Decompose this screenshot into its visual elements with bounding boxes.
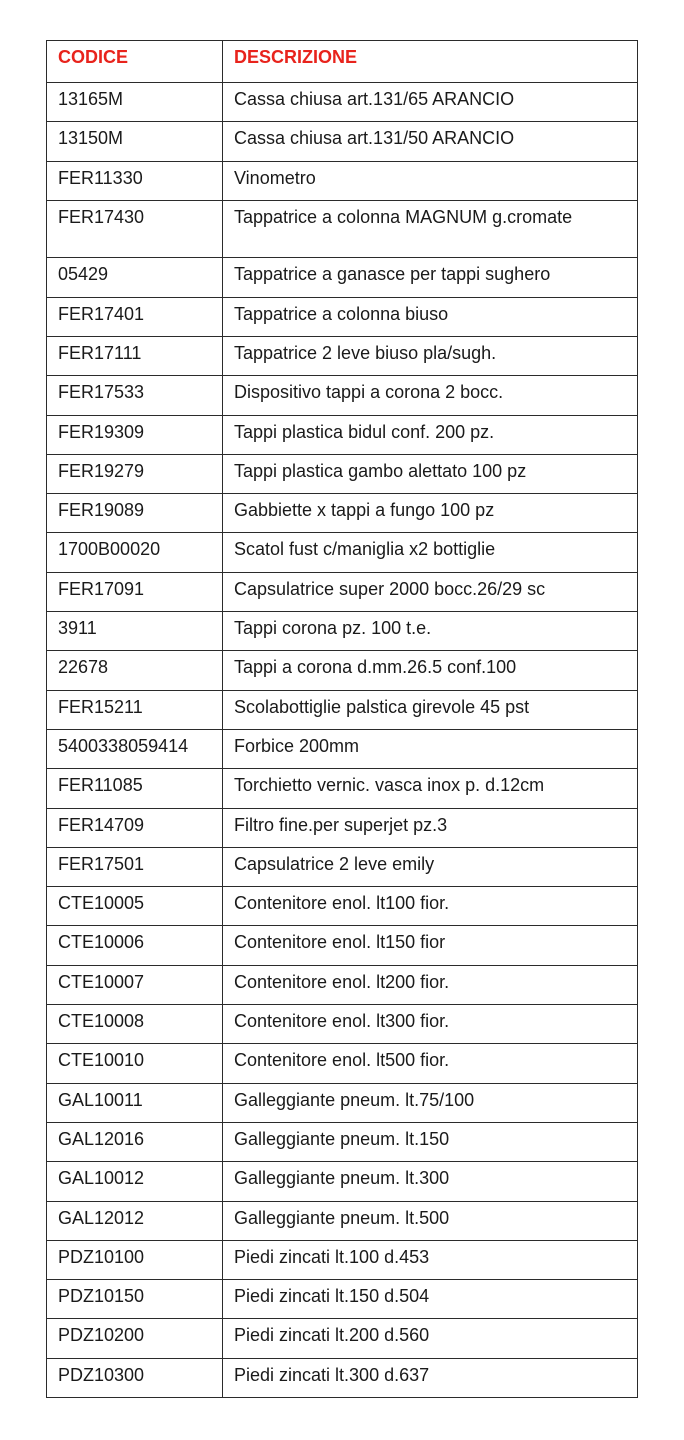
cell-description: Tappi a corona d.mm.26.5 conf.100	[223, 651, 638, 690]
cell-code: CTE10005	[47, 887, 223, 926]
table-row	[47, 122, 638, 161]
cell-code: FER15211	[47, 690, 223, 729]
cell-code: FER19309	[47, 415, 223, 454]
cell-code: FER17111	[47, 336, 223, 375]
cell-code: FER19279	[47, 454, 223, 493]
cell-description: Tappatrice a ganasce per tappi sughero	[223, 258, 638, 297]
cell-code: FER17533	[47, 376, 223, 415]
cell-code: PDZ10200	[47, 1319, 223, 1358]
cell-description: Capsulatrice 2 leve emily	[223, 847, 638, 886]
table-row	[47, 1162, 638, 1201]
table-row	[47, 1240, 638, 1279]
cell-code: 13165M	[47, 83, 223, 122]
table-header-row	[47, 41, 638, 83]
cell-description: Contenitore enol. lt200 fior.	[223, 965, 638, 1004]
cell-description: Tappatrice 2 leve biuso pla/sugh.	[223, 336, 638, 375]
cell-code: CTE10006	[47, 926, 223, 965]
cell-code: GAL10011	[47, 1083, 223, 1122]
cell-code: GAL12012	[47, 1201, 223, 1240]
table-row	[47, 1319, 638, 1358]
table-row	[47, 612, 638, 651]
cell-description: Contenitore enol. lt100 fior.	[223, 887, 638, 926]
cell-code: PDZ10150	[47, 1280, 223, 1319]
cell-code: 3911	[47, 612, 223, 651]
table-row	[47, 494, 638, 533]
cell-code: PDZ10300	[47, 1358, 223, 1397]
table-row	[47, 729, 638, 768]
cell-description: Contenitore enol. lt150 fior	[223, 926, 638, 965]
cell-code: CTE10010	[47, 1044, 223, 1083]
cell-description: Tappatrice a colonna MAGNUM g.cromate	[223, 200, 638, 258]
cell-description: Filtro fine.per superjet pz.3	[223, 808, 638, 847]
cell-description: Tappi plastica gambo alettato 100 pz	[223, 454, 638, 493]
cell-code: 5400338059414	[47, 729, 223, 768]
table-row	[47, 1280, 638, 1319]
cell-description: Galleggiante pneum. lt.75/100	[223, 1083, 638, 1122]
cell-code: PDZ10100	[47, 1240, 223, 1279]
cell-code: FER11330	[47, 161, 223, 200]
table-row	[47, 376, 638, 415]
cell-description: Forbice 200mm	[223, 729, 638, 768]
cell-description: Galleggiante pneum. lt.500	[223, 1201, 638, 1240]
cell-code: CTE10007	[47, 965, 223, 1004]
table-row	[47, 83, 638, 122]
cell-description: Vinometro	[223, 161, 638, 200]
cell-description: Scolabottiglie palstica girevole 45 pst	[223, 690, 638, 729]
cell-description: Contenitore enol. lt300 fior.	[223, 1005, 638, 1044]
table-row	[47, 887, 638, 926]
table-row	[47, 258, 638, 297]
table-row	[47, 200, 638, 258]
table-row	[47, 297, 638, 336]
cell-description: Galleggiante pneum. lt.150	[223, 1122, 638, 1161]
table-row	[47, 1083, 638, 1122]
table-row	[47, 161, 638, 200]
cell-description: Tappi corona pz. 100 t.e.	[223, 612, 638, 651]
cell-description: Cassa chiusa art.131/65 ARANCIO	[223, 83, 638, 122]
table-row	[47, 690, 638, 729]
table-row	[47, 336, 638, 375]
table-row	[47, 926, 638, 965]
header-code: CODICE	[47, 41, 223, 83]
cell-code: FER11085	[47, 769, 223, 808]
cell-description: Scatol fust c/maniglia x2 bottiglie	[223, 533, 638, 572]
table-row	[47, 808, 638, 847]
table-row	[47, 1044, 638, 1083]
table-row	[47, 1201, 638, 1240]
cell-code: CTE10008	[47, 1005, 223, 1044]
cell-description: Piedi zincati lt.150 d.504	[223, 1280, 638, 1319]
table-row	[47, 965, 638, 1004]
cell-description: Galleggiante pneum. lt.300	[223, 1162, 638, 1201]
cell-description: Tappi plastica bidul conf. 200 pz.	[223, 415, 638, 454]
cell-code: FER19089	[47, 494, 223, 533]
cell-description: Cassa chiusa art.131/50 ARANCIO	[223, 122, 638, 161]
cell-code: FER17401	[47, 297, 223, 336]
cell-code: FER17430	[47, 200, 223, 258]
product-table	[46, 40, 638, 1398]
table-row	[47, 572, 638, 611]
table-row	[47, 533, 638, 572]
cell-description: Piedi zincati lt.300 d.637	[223, 1358, 638, 1397]
table-body	[47, 83, 638, 1398]
cell-description: Dispositivo tappi a corona 2 bocc.	[223, 376, 638, 415]
cell-description: Tappatrice a colonna biuso	[223, 297, 638, 336]
cell-code: 1700B00020	[47, 533, 223, 572]
cell-description: Piedi zincati lt.200 d.560	[223, 1319, 638, 1358]
cell-description: Gabbiette x tappi a fungo 100 pz	[223, 494, 638, 533]
cell-code: 13150M	[47, 122, 223, 161]
table-row	[47, 769, 638, 808]
cell-description: Piedi zincati lt.100 d.453	[223, 1240, 638, 1279]
cell-code: FER17091	[47, 572, 223, 611]
table-row	[47, 847, 638, 886]
cell-code: GAL12016	[47, 1122, 223, 1161]
table-row	[47, 1122, 638, 1161]
cell-code: 05429	[47, 258, 223, 297]
header-description: DESCRIZIONE	[223, 41, 638, 83]
cell-code: GAL10012	[47, 1162, 223, 1201]
cell-description: Torchietto vernic. vasca inox p. d.12cm	[223, 769, 638, 808]
table-row	[47, 454, 638, 493]
cell-code: FER14709	[47, 808, 223, 847]
cell-description: Contenitore enol. lt500 fior.	[223, 1044, 638, 1083]
table-row	[47, 1005, 638, 1044]
table-row	[47, 651, 638, 690]
cell-description: Capsulatrice super 2000 bocc.26/29 sc	[223, 572, 638, 611]
table-row	[47, 415, 638, 454]
cell-code: 22678	[47, 651, 223, 690]
cell-code: FER17501	[47, 847, 223, 886]
table-row	[47, 1358, 638, 1397]
